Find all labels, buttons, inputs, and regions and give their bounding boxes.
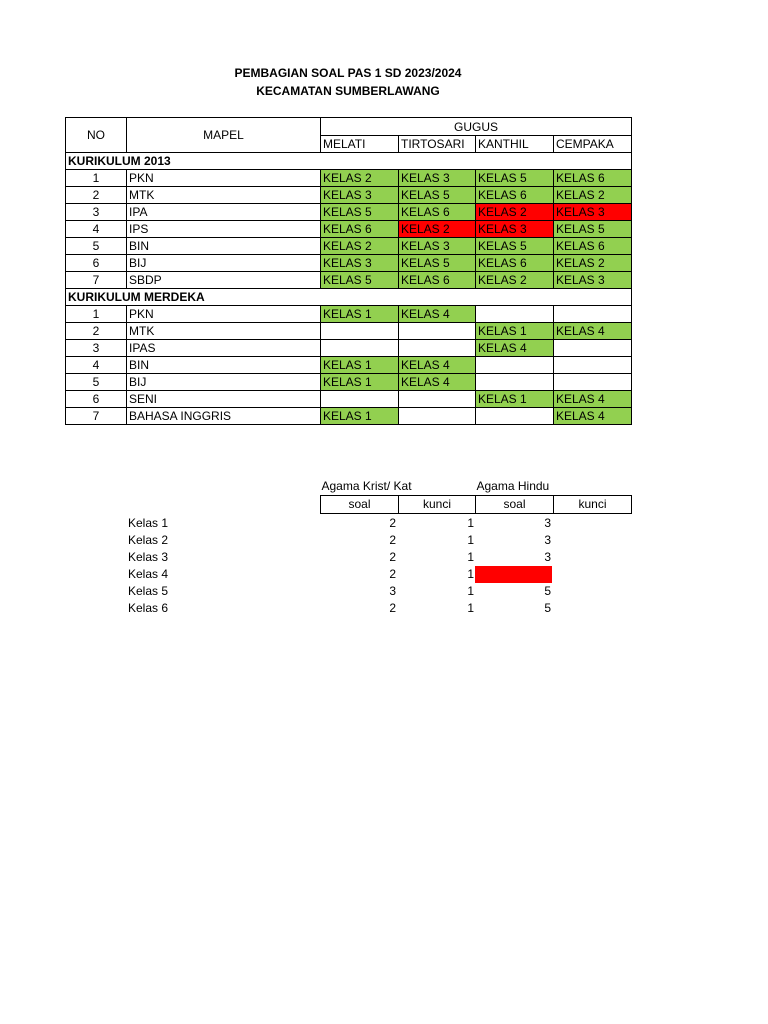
assignment-cell: KELAS 3 [554, 204, 632, 221]
assignment-cell: KELAS 3 [321, 187, 399, 204]
assignment-cell [476, 306, 554, 323]
assignment-cell [554, 306, 632, 323]
row-mapel: MTK [127, 187, 321, 204]
section-title: KURIKULUM 2013 [66, 153, 632, 170]
hindu-soal-value: 3 [544, 516, 551, 530]
assignment-cell: KELAS 6 [321, 221, 399, 238]
assignment-cell: KELAS 2 [321, 170, 399, 187]
assignment-cell [476, 408, 554, 425]
highlight-cell [475, 566, 552, 583]
header-mapel: MAPEL [127, 118, 321, 153]
assignment-cell [554, 374, 632, 391]
krist-kunci-value: 1 [467, 550, 474, 564]
row-mapel: MTK [127, 323, 321, 340]
row-number: 1 [66, 306, 127, 323]
row-number: 7 [66, 408, 127, 425]
assignment-cell: KELAS 5 [321, 204, 399, 221]
kelas-label: Kelas 1 [128, 516, 169, 530]
assignment-cell: KELAS 2 [321, 238, 399, 255]
assignment-cell: KELAS 1 [476, 391, 554, 408]
row-mapel: BIN [127, 238, 321, 255]
assignment-cell: KELAS 6 [476, 255, 554, 272]
row-number: 1 [66, 170, 127, 187]
assignment-cell [321, 340, 399, 357]
agama-row [0, 532, 768, 549]
kelas-label: Kelas 5 [128, 584, 169, 598]
assignment-cell: KELAS 6 [554, 238, 632, 255]
assignment-cell: KELAS 4 [554, 408, 632, 425]
table-row [66, 170, 632, 187]
row-mapel: BIN [127, 357, 321, 374]
header-group-cempaka: CEMPAKA [554, 136, 632, 153]
row-number: 6 [66, 255, 127, 272]
agama-row [0, 583, 768, 600]
assignment-cell: KELAS 1 [321, 306, 399, 323]
assignment-cell [399, 408, 476, 425]
krist-soal-value: 2 [389, 567, 396, 581]
assignment-cell: KELAS 4 [399, 374, 476, 391]
assignment-cell: KELAS 5 [476, 238, 554, 255]
row-number: 3 [66, 204, 127, 221]
table-row [66, 255, 632, 272]
hindu-soal-value: 5 [544, 601, 551, 615]
header-group-tirtosari: TIRTOSARI [399, 136, 476, 153]
table-row [66, 272, 632, 289]
assignment-cell: KELAS 2 [399, 221, 476, 238]
title-line-2: KECAMATAN SUMBERLAWANG [256, 84, 440, 98]
kelas-label: Kelas 3 [128, 550, 169, 564]
agama-row [0, 549, 768, 566]
assignment-cell: KELAS 4 [554, 323, 632, 340]
table-row [66, 306, 632, 323]
agama-group-row [321, 478, 632, 496]
assignment-cell: KELAS 5 [554, 221, 632, 238]
row-number: 5 [66, 238, 127, 255]
row-mapel: BIJ [127, 255, 321, 272]
table-row [66, 187, 632, 204]
row-mapel: PKN [127, 170, 321, 187]
header-gugus: GUGUS [321, 118, 632, 136]
table-row [66, 323, 632, 340]
assignment-cell: KELAS 5 [476, 170, 554, 187]
row-mapel: BIJ [127, 374, 321, 391]
assignment-cell: KELAS 2 [476, 204, 554, 221]
agama-row [0, 566, 768, 583]
row-mapel: SBDP [127, 272, 321, 289]
krist-soal-value: 2 [389, 601, 396, 615]
krist-kunci-value: 1 [467, 567, 474, 581]
assignment-cell: KELAS 4 [476, 340, 554, 357]
assignment-cell: KELAS 1 [321, 408, 399, 425]
assignment-cell: KELAS 6 [399, 204, 476, 221]
row-number: 3 [66, 340, 127, 357]
assignment-cell: KELAS 2 [554, 255, 632, 272]
row-number: 6 [66, 391, 127, 408]
row-number: 7 [66, 272, 127, 289]
assignment-cell: KELAS 2 [554, 187, 632, 204]
row-number: 5 [66, 374, 127, 391]
row-number: 2 [66, 323, 127, 340]
krist-soal-value: 2 [389, 550, 396, 564]
agama-krist-label: Agama Krist/ Kat [321, 479, 412, 493]
section-title: KURIKULUM MERDEKA [66, 289, 632, 306]
assignment-cell [399, 391, 476, 408]
assignment-cell: KELAS 3 [476, 221, 554, 238]
assignment-cell: KELAS 2 [476, 272, 554, 289]
assignment-cell: KELAS 1 [321, 357, 399, 374]
kelas-label: Kelas 2 [128, 533, 169, 547]
table-row [66, 204, 632, 221]
hindu-soal-value: 5 [544, 584, 551, 598]
assignment-cell: KELAS 6 [399, 272, 476, 289]
assignment-cell: KELAS 3 [399, 170, 476, 187]
row-mapel: IPS [127, 221, 321, 238]
section-row [66, 153, 632, 170]
table-row [66, 238, 632, 255]
row-mapel: BAHASA INGGRIS [127, 408, 321, 425]
krist-soal-value: 3 [389, 584, 396, 598]
krist-kunci-value: 1 [467, 601, 474, 615]
assignment-cell: KELAS 3 [321, 255, 399, 272]
assignment-cell: KELAS 5 [321, 272, 399, 289]
assignment-cell [476, 357, 554, 374]
table-row [66, 408, 632, 425]
row-number: 4 [66, 221, 127, 238]
assignment-cell: KELAS 3 [399, 238, 476, 255]
row-mapel: SENI [127, 391, 321, 408]
agama-krist-soal-header: soal [321, 496, 399, 514]
assignment-cell: KELAS 4 [554, 391, 632, 408]
assignment-cell: KELAS 5 [399, 255, 476, 272]
agama-hindu-label: Agama Hindu [476, 479, 550, 493]
agama-subheader-row [321, 496, 632, 514]
assignment-cell: KELAS 6 [554, 170, 632, 187]
assignment-cell [399, 340, 476, 357]
table-row [66, 357, 632, 374]
assignment-cell: KELAS 1 [476, 323, 554, 340]
title-line-1: PEMBAGIAN SOAL PAS 1 SD 2023/2024 [234, 66, 462, 80]
assignment-cell: KELAS 1 [321, 374, 399, 391]
assignment-cell: KELAS 4 [399, 357, 476, 374]
hindu-soal-value: 3 [544, 550, 551, 564]
assignment-cell [321, 391, 399, 408]
row-mapel: IPA [127, 204, 321, 221]
table-row [66, 221, 632, 238]
krist-kunci-value: 1 [467, 533, 474, 547]
krist-soal-value: 2 [389, 533, 396, 547]
krist-soal-value: 2 [389, 516, 396, 530]
assignment-cell [399, 323, 476, 340]
assignment-cell: KELAS 4 [399, 306, 476, 323]
krist-kunci-value: 1 [467, 584, 474, 598]
agama-table [320, 478, 632, 514]
table-row [66, 340, 632, 357]
table-row [66, 391, 632, 408]
assignment-cell [554, 340, 632, 357]
header-group-melati: MELATI [321, 136, 399, 153]
agama-krist-kunci-header: kunci [399, 496, 476, 514]
row-mapel: IPAS [127, 340, 321, 357]
agama-row [0, 600, 768, 617]
assignment-cell [554, 357, 632, 374]
krist-kunci-value: 1 [467, 516, 474, 530]
row-number: 2 [66, 187, 127, 204]
assignment-cell [321, 323, 399, 340]
table-row [66, 374, 632, 391]
distribution-table-body [66, 118, 632, 425]
agama-hindu-kunci-header: kunci [554, 496, 632, 514]
hindu-soal-value: 3 [544, 533, 551, 547]
kelas-label: Kelas 4 [128, 567, 169, 581]
header-group-kanthil: KANTHIL [476, 136, 554, 153]
assignment-cell [476, 374, 554, 391]
distribution-table [65, 117, 632, 425]
agama-row [0, 515, 768, 532]
row-number: 4 [66, 357, 127, 374]
kelas-label: Kelas 6 [128, 601, 169, 615]
agama-hindu-soal-header: soal [476, 496, 554, 514]
row-mapel: PKN [127, 306, 321, 323]
assignment-cell: KELAS 3 [554, 272, 632, 289]
assignment-cell: KELAS 5 [399, 187, 476, 204]
table-header-row [66, 118, 632, 136]
assignment-cell: KELAS 6 [476, 187, 554, 204]
section-row [66, 289, 632, 306]
header-no: NO [66, 118, 127, 153]
